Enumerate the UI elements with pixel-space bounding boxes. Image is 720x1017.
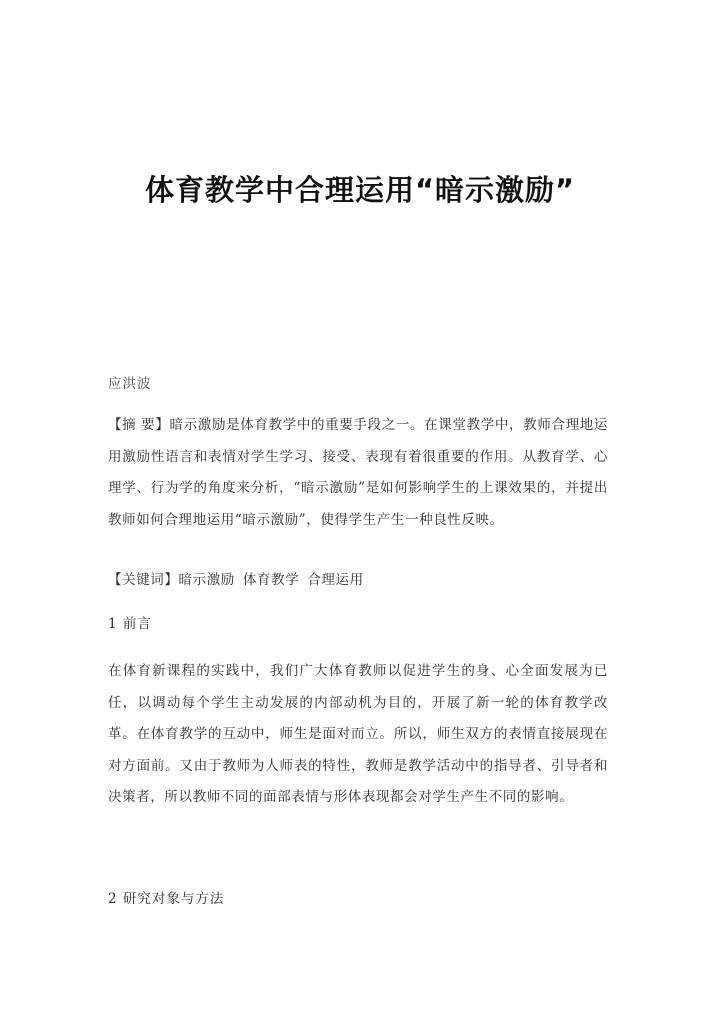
introduction-paragraph: 在体育新课程的实践中，我们广大体育教师以促进学生的身、心全面发展为已任，以调动每个学生主动发展的内部动机为目的，开展了新一轮的体育教学改革。在体育教学的互动中，师生是面对而立。所以，师生双方的表情直接展现在对方面前。又由于教师为人师表的特性，教师是教学活动中的指导者、引导者和决策者，所以教师不同的面部表情与形体表现都会对学生产生不同的影响。 [108,663,608,805]
author-name: 应洪波 [108,376,152,392]
keywords-label: 【关键词】 [108,572,179,588]
keywords [108,568,608,588]
abstract-text: 暗示激励是体育教学中的重要手段之一。在课堂教学中，教师合理地运用激励性语言和表情对学生学习、接受、表现有着很重要的作用。从教育学、心理学、行为学的角度来分析，“暗示激励”是如何影响学生的上课效果的，并提出教师如何合理地运用“暗示激励”，使得学生产生一种良性反映。 [108,417,608,528]
keyword-item: 体育教学 [242,572,300,588]
abstract-label: 【摘 要】 [108,417,170,433]
paper-title: 体育教学中合理运用“暗示激励” [144,173,576,207]
section-heading-introduction: 1 前言 [108,616,152,632]
keyword-item: 暗示激励 [178,572,235,588]
keyword-item: 合理运用 [307,572,364,588]
section-heading-methods: 2 研究对象与方法 [108,891,225,907]
abstract [108,410,608,536]
